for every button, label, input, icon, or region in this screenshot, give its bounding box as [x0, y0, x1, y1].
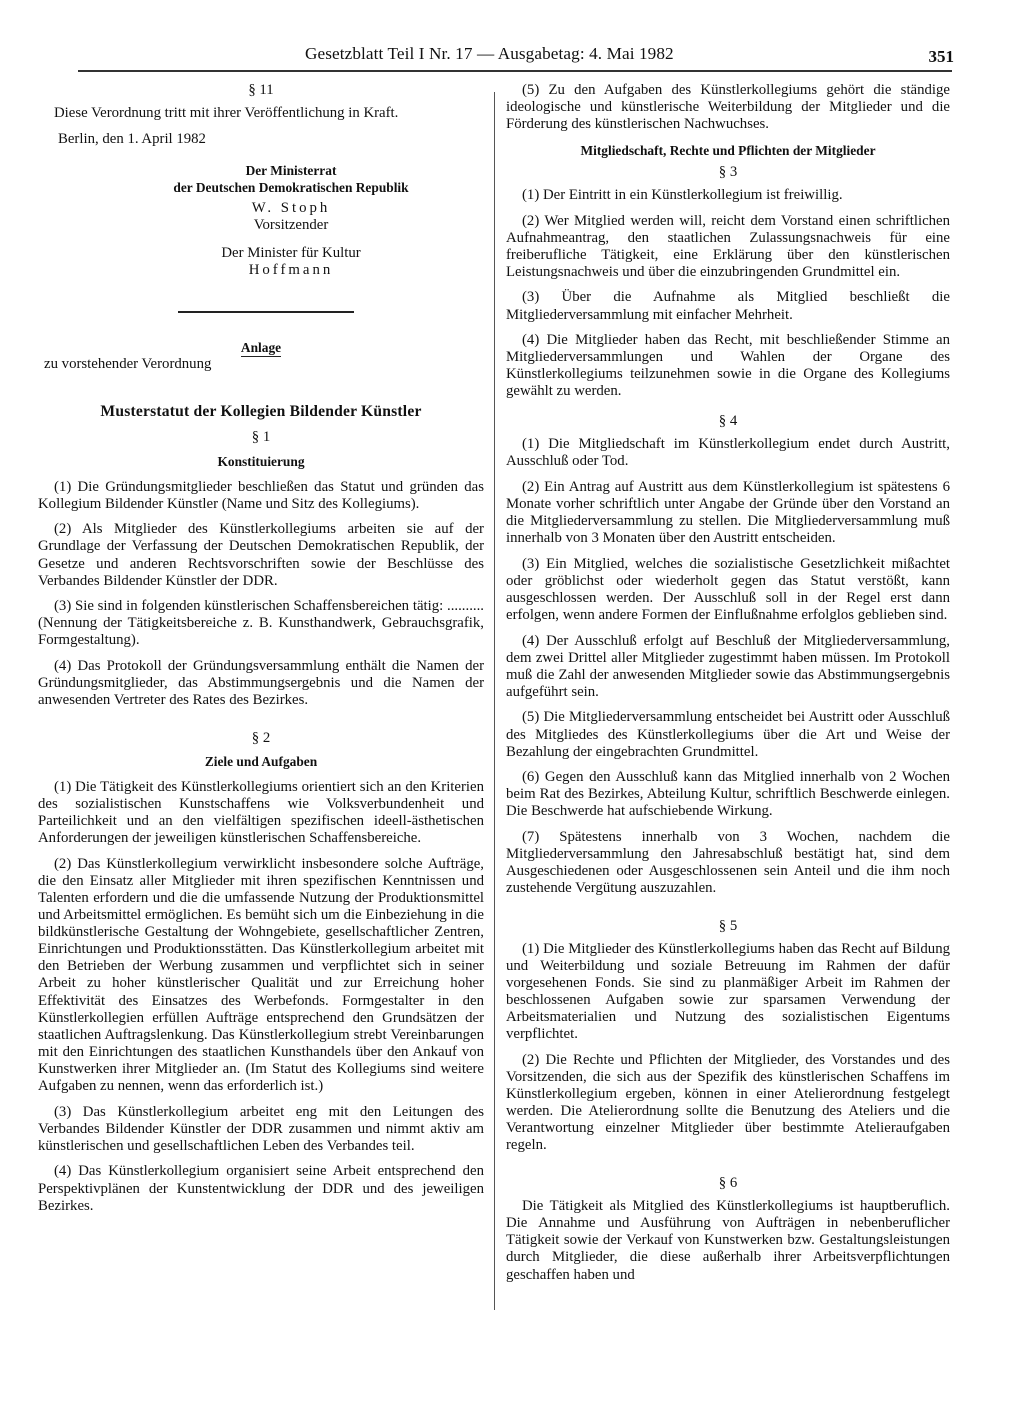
section-3-para-3: (3) Über die Aufnahme als Mitglied beschließt die Mitgliederversammlung mit einfacher Mehrheit.	[506, 289, 950, 323]
section-divider	[178, 311, 354, 313]
section-4-label: § 4	[718, 413, 738, 429]
signature-block	[98, 162, 484, 279]
header-rule	[78, 70, 952, 72]
section-2-para-5: (5) Zu den Aufgaben des Künstlerkollegiums gehört die ständige ideologische und künstlerische Weiterbildung der Mitglieder und die Förderung des künstlerischen Nachwuchses.	[506, 82, 950, 133]
membership-heading: Mitgliedschaft, Rechte und Pflichten der Mitglieder	[580, 142, 876, 158]
section-6-para-1: Die Tätigkeit als Mitglied des Künstlerkollegiums ist hauptberuflich. Die Annahme und Ausführung von Aufträgen in nebenberuflicher Tätigkeit sowie der Verkauf von Kunstwerken bzw. Gestaltungsleistungen durch Mitglieder, die diese außerhalb ihrer Arbeitsverpflichtungen geschaffen haben und	[506, 1198, 950, 1283]
section-1-para-4: (4) Das Protokoll der Gründungsversammlung enthält die Namen der Gründungsmitglieder, das Abstimmungsergebnis und die Namen der anwesenden Vertreter des Rates des Bezirkes.	[38, 657, 484, 709]
annex-label	[38, 339, 484, 356]
section-2-para-2: (2) Das Künstlerkollegium verwirklicht insbesondere solche Aufträge, die den Einsatz aller Mitglieder mit ihren spezifischen Kenntnissen und Talenten erfordern und die die umfassende Nutzung der Produktionsmittel und Arbeitsmittel ermöglichen. Es bemüht sich um die Einbeziehung in die bildkünstlerische Gestaltung der Wohngebiete, gesellschaftlicher Zentren, Einrichtungen und Produktionsstätten. Das Künstlerkollegium arbeitet mit den Betrieben der Werbung zusammen und verpflichtet sich in seiner Arbeit zu hoher künstlerischer Qualität und zur Erreichung hoher Effektivität des Einsatzes des Werbefonds. Formgestalter in den Künstlerkollegien erfüllen Aufträge entsprechend den Grundsätzen der staatlichen Auftragslenkung. Das Künstlerkollegium strebt Vereinbarungen mit den Einrichtungen des staatlichen Kunsthandels über den Ankauf von Kunstwerken ihrer Mitglieder an. (Im Statut des Kollegiums sind weitere Aufgaben zu nennen, wenn das erforderlich ist.)	[38, 855, 484, 1095]
running-title: Gesetzblatt Teil I Nr. 17 — Ausgabetag: 4. Mai 1982	[305, 44, 674, 63]
right-column	[506, 82, 950, 1292]
signatory-name-stoph: W. Stoph	[251, 199, 331, 216]
section-4-para-7: (7) Spätestens innerhalb von 3 Wochen, nachdem die Mitgliederversammlung den Jahresabschluß bestätigt hat, sind dem Ausgeschiedenen oder Ausgeschlossenen sein Anteil und die ihm noch zustehende Vergütung auszuzahlen.	[506, 828, 950, 897]
section-11-label: § 11	[248, 82, 274, 98]
section-4-para-5: (5) Die Mitgliederversammlung entscheidet bei Austritt oder Ausschluß des Mitgliedes des Künstlerkollegiums über die Art und Weise der Bezahlung der eingebrachten Grundmittel.	[506, 709, 950, 760]
annex-label-text: Anlage	[240, 340, 282, 356]
section-4-para-6: (6) Gegen den Ausschluß kann das Mitglied innerhalb von 2 Wochen beim Rat des Bezirkes, Abteilung Kultur, schriftlich Beschwerde einlegen. Die Beschwerde hat aufschiebende Wirkung.	[506, 769, 950, 820]
section-4-para-1: (1) Die Mitgliedschaft im Künstlerkollegium endet durch Austritt, Ausschluß oder Tod.	[506, 436, 950, 470]
section-4-para-3: (3) Ein Mitglied, welches die sozialistische Gesetzlichkeit mißachtet oder gröblichst oder wiederholt gegen das Statut verstößt, kann ausgeschlossen werden. Der Ausschluß soll in der Regel erst dann erfolgen, wenn andere Formen der Einflußnahme erfolglos geblieben sind.	[506, 555, 950, 623]
section-5-para-1: (1) Die Mitglieder des Künstlerkollegiums haben das Recht auf Bildung und Weiterbildung und soziale Betreuung im Rahmen der dafür vorgesehenen Fonds. Sie sind zu planmäßiger Arbeit im Rahmen der beschlossenen Aufgaben sowie zur sparsamen Verwendung der Arbeitsmaterialien und Nutzung des sozialistischen Eigentums verpflichtet.	[506, 940, 950, 1043]
signatory-role-minister: Der Minister für Kultur	[221, 244, 361, 261]
section-4-para-4: (4) Der Ausschluß erfolgt auf Beschluß der Mitgliederversammlung, dem zwei Drittel aller Mitglieder zugestimmt haben müssen. Im Protokoll muß die Zahl der anwesenden Mitglieder sowie das Abstimmungsergebnis aufgeführt sein.	[506, 632, 950, 700]
section-2-para-1: (1) Die Tätigkeit des Künstlerkollegiums orientiert sich an den Kriterien des sozialistischen Kunstschaffens wie Volksverbundenheit und Parteilichkeit und an den vielfältigen spezifischen ideell-ästhetischen Anforderungen der jeweiligen künstlerischen Schaffensbereiche.	[38, 778, 484, 847]
section-11-text: Diese Verordnung tritt mit ihrer Veröffentlichung in Kraft.	[54, 105, 399, 122]
section-1-para-1: (1) Die Gründungsmitglieder beschließen das Statut und gründen das Kollegium Bildender Künstler (Name und Sitz des Kollegiums).	[38, 478, 484, 512]
section-2-heading: Ziele und Aufgaben	[204, 753, 318, 769]
section-1-para-3: (3) Sie sind in folgenden künstlerischen Schaffensbereichen tätig: .......... (Nennung der Tätigkeitsbereiche z. B. Kunsthandwerk, Gebrauchsgrafik, Formgestaltung).	[38, 598, 484, 649]
section-1-label: § 1	[251, 429, 271, 446]
signatory-role-chair: Vorsitzender	[253, 216, 329, 233]
left-column	[38, 82, 484, 1223]
section-3-para-1: (1) Der Eintritt in ein Künstlerkollegium ist freiwillig.	[522, 186, 843, 203]
page-number: 351	[928, 47, 954, 66]
section-1-para-2: (2) Als Mitglieder des Künstlerkollegiums arbeiten sie auf der Grundlage der Verfassung der Deutschen Demokratischen Republik, der Gesetze und anderen Rechtsvorschriften sowie der Beschlüsse des Verbandes Bildender Künstler der DDR.	[38, 521, 484, 589]
section-3-para-4: (4) Die Mitglieder haben das Recht, mit beschließender Stimme an Mitgliederversammlungen und Wahlen der Organe des Künstlerkollegiums teilzunehmen sowie in die Organe des Kollegiums gewählt zu werden.	[506, 332, 950, 400]
statute-title: Musterstatut der Kollegien Bildender Künstler	[100, 403, 422, 421]
section-2-para-3: (3) Das Künstlerkollegium arbeitet eng mit den Leitungen des Verbandes Bildender Künstler der DDR zusammen und nimmt aktiv am künstlerischen und gesellschaftlichen Leben des Verbandes teil.	[38, 1103, 484, 1154]
signatory-org-line1: Der Ministerrat	[245, 162, 337, 178]
column-divider	[494, 92, 495, 1310]
place-date: Berlin, den 1. April 1982	[58, 130, 206, 147]
section-5-label: § 5	[718, 917, 738, 934]
section-3-label: § 3	[718, 163, 738, 180]
section-6-label: § 6	[718, 1175, 738, 1192]
section-4-para-2: (2) Ein Antrag auf Austritt aus dem Künstlerkollegium ist spätestens 6 Monate vorher schriftlich unter Angabe der Gründe über den Vorstand an die Mitgliederversammlung zu stellen. Die Mitgliederversammlung muß innerhalb von 3 Monaten über den Austritt entscheiden.	[506, 478, 950, 547]
signatory-name-hoffmann: Hoffmann	[248, 262, 334, 279]
section-2-para-4: (4) Das Künstlerkollegium organisiert seine Arbeit entsprechend den Perspektivplänen der Kunstentwicklung der DDR und des jeweiligen Bezirkes.	[38, 1163, 484, 1214]
section-5-para-2: (2) Die Rechte und Pflichten der Mitglieder, des Vorstandes und des Vorsitzenden, die sich aus der Spezifik des künstlerischen Schaffens im Künstlerkollegium ergeben, können in einer Atelierordnung festgelegt werden. Die Atelierordnung sollte die Benutzung des Ateliers und die Verantwortung einzelner Mitglieder über bestimmte Atelieraufgaben regeln.	[506, 1052, 950, 1154]
section-1-heading: Konstituierung	[217, 453, 305, 469]
annex-subtitle: zu vorstehender Verordnung	[44, 356, 212, 373]
page-header	[0, 0, 1024, 78]
signatory-org-line2: der Deutschen Demokratischen Republik	[173, 179, 409, 195]
section-2-label: § 2	[251, 729, 271, 746]
section-3-para-2: (2) Wer Mitglied werden will, reicht dem Vorstand einen schriftlichen Aufnahmeantrag, den staatlichen Zulassungsnachweis für eine freiberufliche Tätigkeit, eine Erklärung über den künstlerischen Leistungsnachweis und über die einzubringenden Grundmittel ein.	[506, 212, 950, 280]
